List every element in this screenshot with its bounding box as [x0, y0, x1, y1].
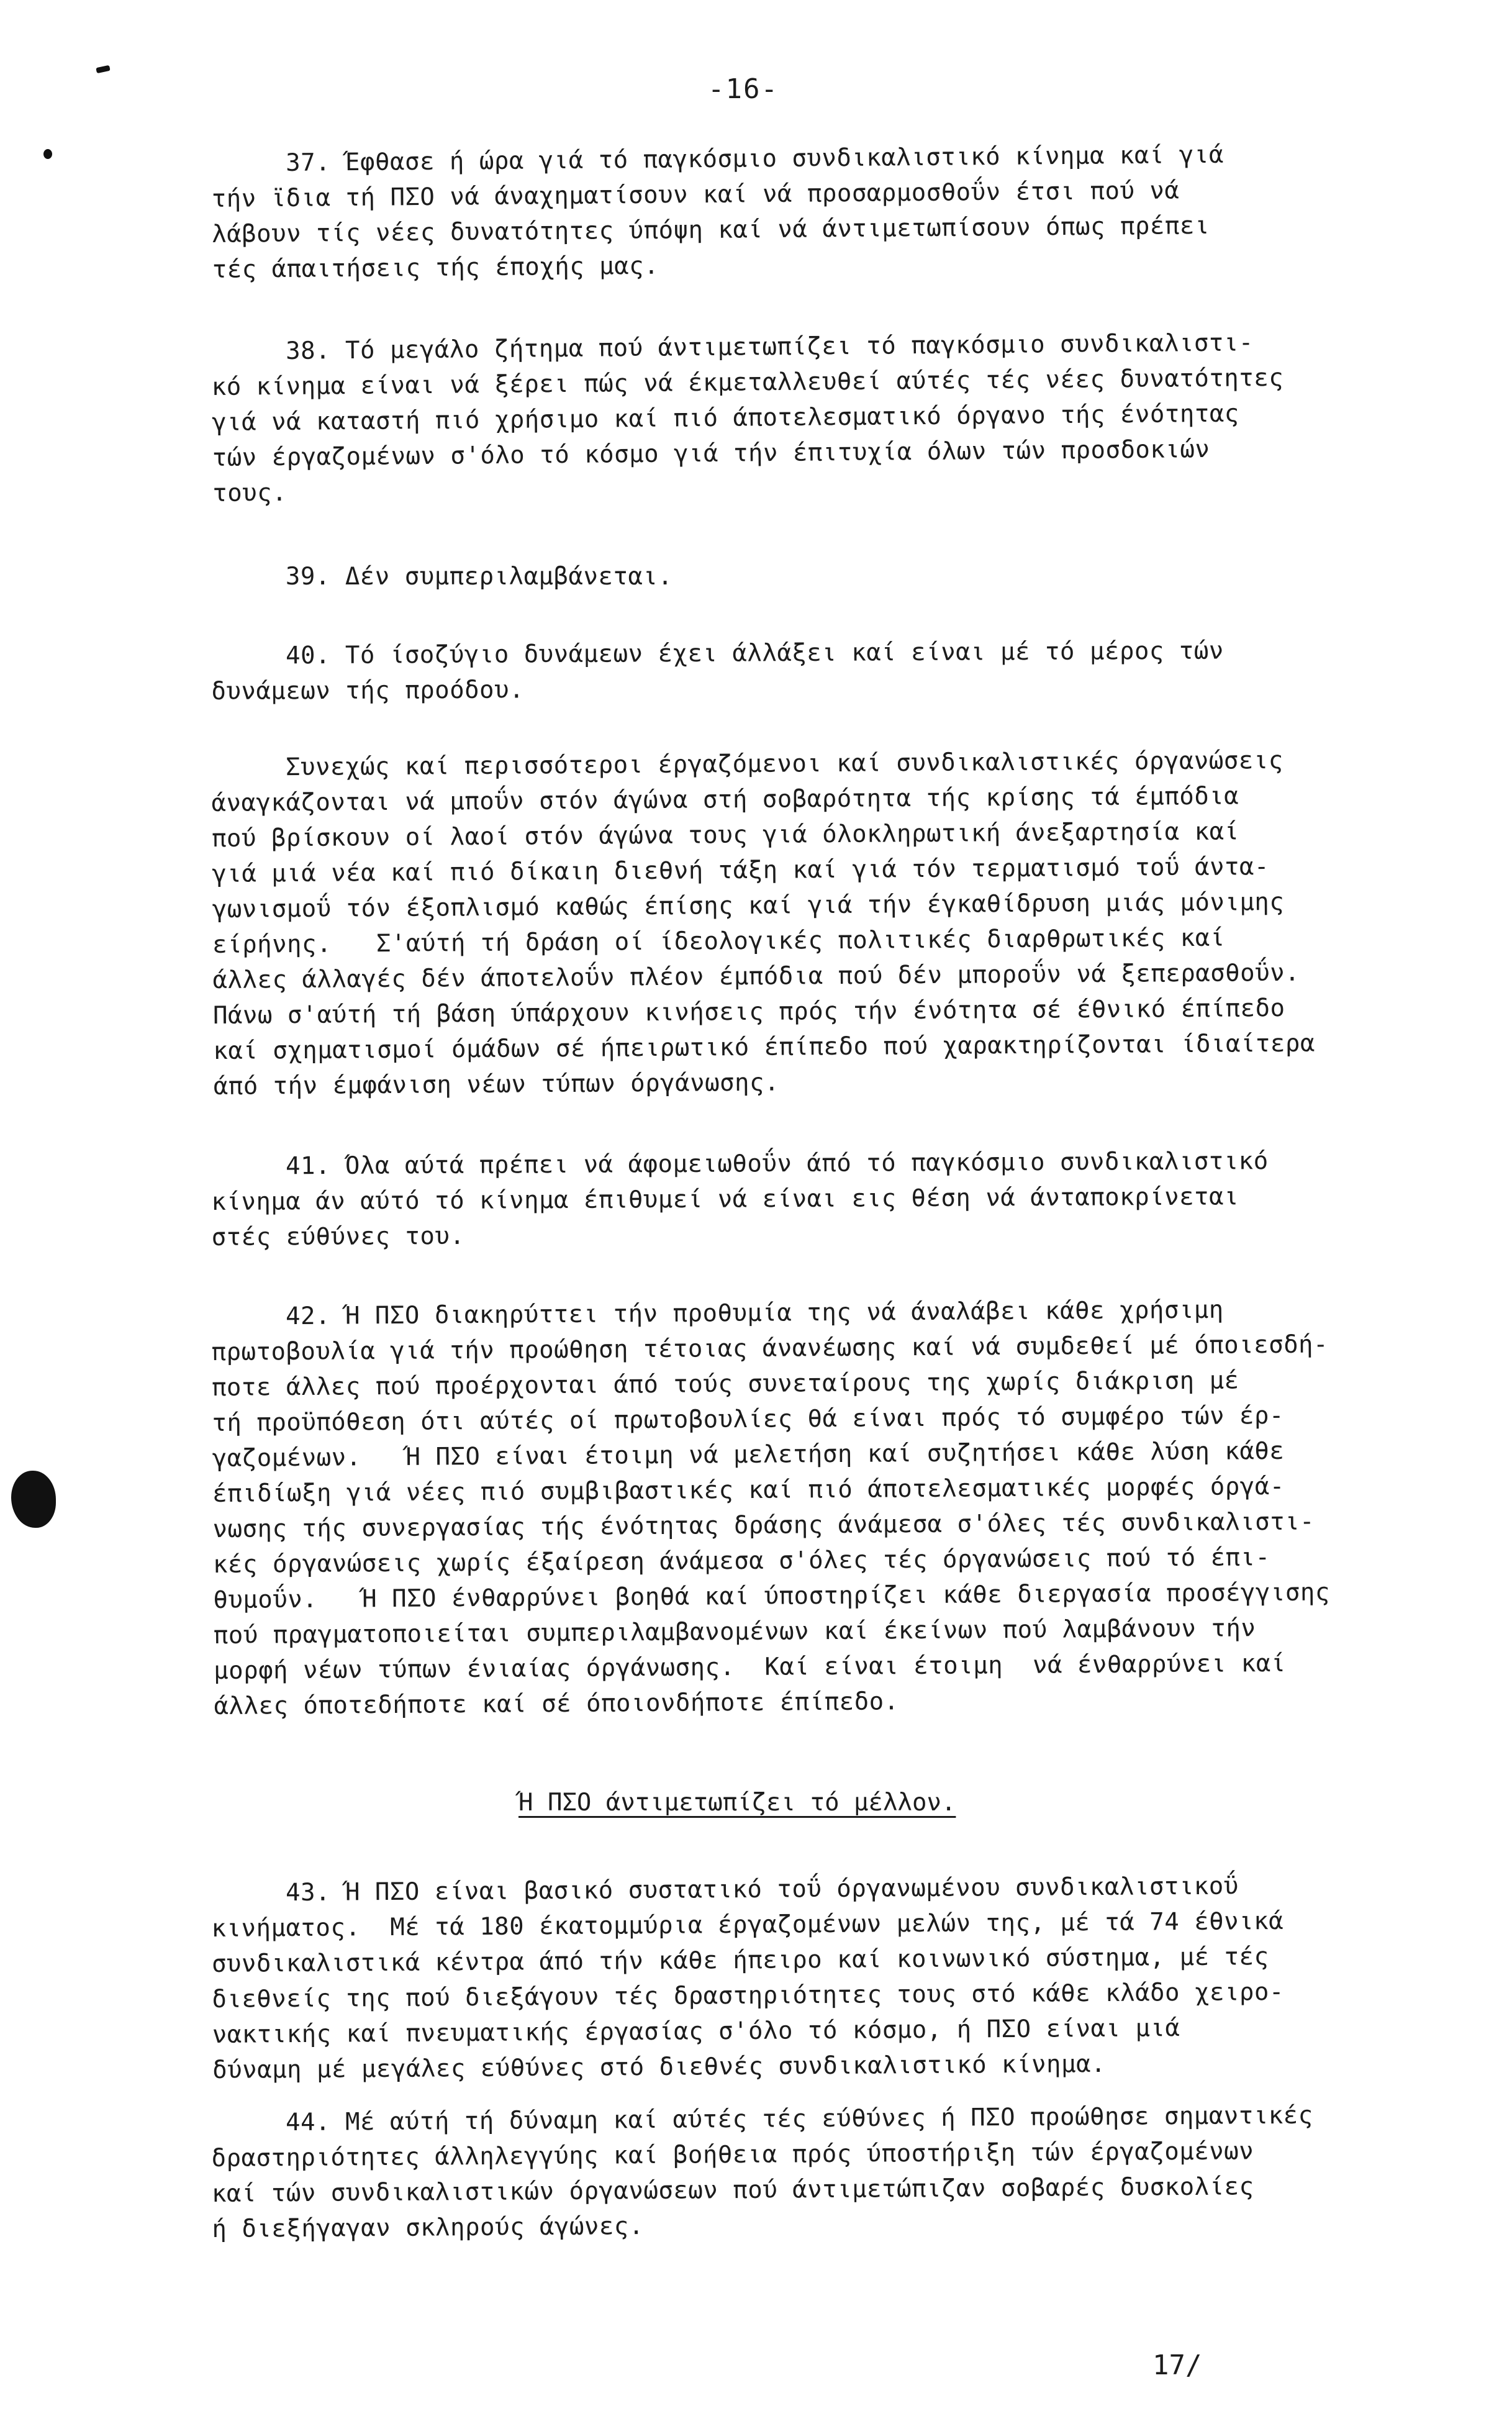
paragraph-41: 41. Όλα αύτά πρέπει νά άφομειωθοΰν άπό τό παγκόσμιο συνδικαλιστικό κίνημα άν αύτό τό κίνημα έπιθυμεί νά είναι εις θέση νά άνταποκρίνεται στές εύθύνες του.	[211, 1147, 1269, 1251]
paragraph-43: 43. Ή ΠΣΟ είναι βασικό συστατικό τοΰ όργανωμένου συνδικαλιστικοΰ κινήματος. Μέ τά 180 έκατομμύρια έργαζομένων μελών της, μέ τά 74 έθνικά συνδικαλιστικά κέντρα άπό τήν κάθε ήπειρο καί κοινωνικό σύστημα, μέ τές διεθνείς της πού διεξάγουν τές δραστηριότητες τους στό κάθε κλάδο χειρο- νακτικής καί πνευματικής έργασίας σ'όλο τό κόσμο, ή ΠΣΟ είναι μιά δύναμη μέ μεγάλες εύθύνες στό διεθνές συνδικαλιστικό κίνημα.	[211, 1872, 1285, 2084]
page-number: -16-	[708, 73, 779, 105]
paragraph-44: 44. Μέ αύτή τή δύναμη καί αύτές τές εύθύνες ή ΠΣΟ προώθησε σημαντικές δραστηριότητες άλληλεγγύης καί βοήθεια πρός ύποστήριξη τών έργαζομένων καί τών συνδικαλιστικών όργανώσεων πού άντιμετώπιζαν σοβαρές δυσκολίες ή διεξήγαγαν σκληρούς άγώνες.	[211, 2101, 1313, 2243]
paragraph-37: 37. Έφθασε ή ώρα γιά τό παγκόσμιο συνδικαλιστικό κίνημα καί γιά τήν ϊδια τή ΠΣΟ νά άναχηματίσουν καί νά προσαρμοσθοΰν έτσι πού νά λάβουν τίς νέες δυνατότητες ύπόψη καί νά άντιμετωπίσουν όπως πρέπει τές άπαιτήσεις τής έποχής μας.	[211, 140, 1225, 284]
paragraph-39: 39. Δέν συμπεριλαμβάνεται.	[211, 563, 673, 591]
next-page-marker: 17/	[1152, 2349, 1202, 2381]
paragraph-38: 38. Τό μεγάλο ζήτημα πού άντιμετωπίζει τό παγκόσμιο συνδικαλιστι- κό κίνημα είναι νά ξέρει πώς νά έκμεταλλευθεί αύτές τές νέες δυνατότητες γιά νά καταστή πιό χρήσιμο καί πιό άποτελεσματικό όργανο τής ένότητας τών έργαζομένων σ'όλο τό κόσμο γιά τήν έπιτυχία όλων τών προσδοκιών τους.	[211, 329, 1284, 507]
paragraph-continuation: Συνεχώς καί περισσότεροι έργαζόμενοι καί συνδικαλιστικές όργανώσεις άναγκάζονται νά μποΰν στόν άγώνα στή σοβαρότητα τής κρίσης τά έμπόδια πού βρίσκουν οί λαοί στόν άγώνα τους γιά όλοκληρωτική άνεξαρτησία καί γιά μιά νέα καί πιό δίκαιη διεθνή τάξη καί γιά τόν τερματισμό τοΰ άντα- γωνισμοΰ τόν έξοπλισμό καθώς έπίσης καί γιά τήν έγκαθίδρυση μιάς μόνιμης είρήνης. Σ'αύτή τή δράση οί ίδεολογικές πολιτικές διαρθρωτικές καί άλλες άλλαγές δέν άποτελοΰν πλέον έμπόδια πού δέν μποροΰν νά ξεπερασθοΰν. Πάνω σ'αύτή τή βάση ύπάρχουν κινήσεις πρός τήν ένότητα σέ έθνικό έπίπεδο καί σχηματισμοί όμάδων σέ ήπειρωτικό έπίπεδο πού χαρακτηρίζονται ίδιαίτερα άπό τήν έμφάνιση νέων τύπων όργάνωσης.	[211, 746, 1316, 1101]
ink-dot	[43, 149, 52, 159]
paragraph-42: 42. Ή ΠΣΟ διακηρύττει τήν προθυμία της νά άναλάβει κάθε χρήσιμη πρωτοβουλία γιά τήν προώθηση τέτοιας άνανέωσης καί νά συμδεθεί μέ όποιεσδή- ποτε άλλες πού προέρχονται άπό τούς συνεταίρους της χωρίς διάκριση μέ τή προϋπόθεση ότι αύτές οί πρωτοβουλίες θά είναι πρός τό συμφέρο τών έρ- γαζομένων. Ή ΠΣΟ είναι έτοιμη νά μελετήση καί συζητήσει κάθε λύση κάθε έπιδίωξη γιά νέες πιό συμβιβαστικές καί πιό άποτελεσματικές μορφές όργά- νωσης τής συνεργασίας τής ένότητας δράσης άνάμεσα σ'όλες τές συνδικαλιστι- κές όργανώσεις χωρίς έξαίρεση άνάμεσα σ'όλες τές όργανώσεις πού τό έπι- θυμοΰν. Ή ΠΣΟ ένθαρρύνει βοηθά καί ύποστηρίζει κάθε διεργασία προσέγγισης πού πραγματοποιείται συμπεριλαμβανομένων καί έκείνων πού λαμβάνουν τήν μορφή νέων τύπων ένιαίας όργάνωσης. Καί είναι έτοιμη νά ένθαρρύνει καί άλλες όποτεδήποτε καί σέ όποιονδήποτε έπίπεδο.	[211, 1296, 1330, 1720]
section-heading: Ή ΠΣΟ άντιμετωπίζει τό μέλλον.	[518, 1789, 956, 1817]
ink-mark	[96, 65, 110, 73]
punch-hole-shadow	[11, 1471, 56, 1528]
paragraph-40: 40. Τό ίσοζύγιο δυνάμεων έχει άλλάξει καί είναι μέ τό μέρος τών δυνάμεων τής προόδου.	[211, 637, 1224, 706]
